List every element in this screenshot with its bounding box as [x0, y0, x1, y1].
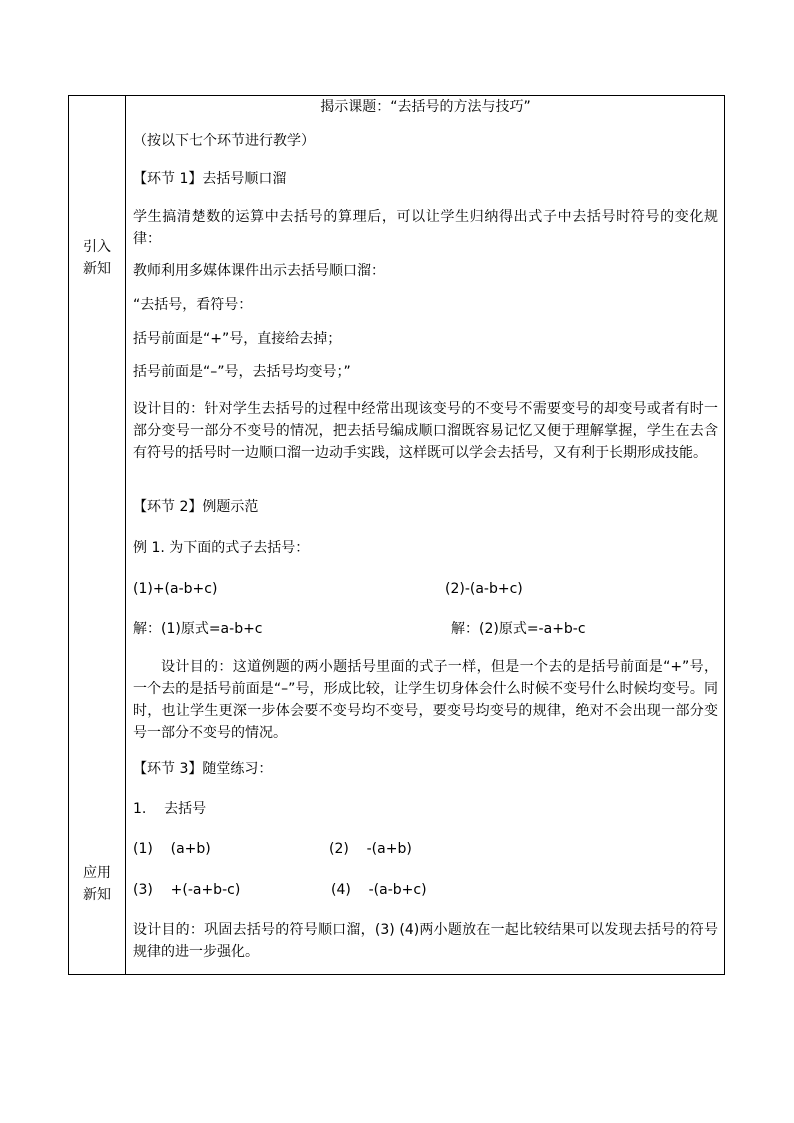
section3-heading: 【环节 3】随堂练习： — [133, 761, 273, 777]
apply-label-line2: 新知 — [83, 887, 111, 903]
exercise-1: (1) (a+b) — [133, 841, 211, 857]
intro-label-line2: 新知 — [83, 261, 111, 277]
exercise-title: 1. 去括号 — [133, 801, 207, 817]
section1-purpose: 设计目的：针对学生去括号的过程中经常出现该变号的不变号不需要变号的却变号或者有时一部分变号一部分不变号的情况，把去括号编成顺口溜既容易记忆又便于理解掌握，学生在去含有符号的括号时一边顺口溜一边动手实践，这样既可以学会去括号，又有利于长期形成技能。 — [133, 401, 718, 461]
label-column — [69, 96, 126, 974]
rhyme-line3: 括号前面是“–”号，去括号均变号；” — [133, 364, 351, 380]
exercise-2: (2) -(a+b) — [329, 841, 412, 857]
apply-label-line1: 应用 — [83, 865, 111, 881]
section2-heading: 【环节 2】例题示范 — [133, 499, 259, 515]
section1-paragraph: 学生搞清楚数的运算中去括号的算理后，可以让学生归纳得出式子中去括号时符号的变化规律： — [133, 209, 718, 247]
exercise-4: (4) -(a-b+c) — [331, 882, 427, 898]
example-question2: (2)-(a-b+c) — [445, 581, 523, 597]
apply-label — [69, 862, 125, 906]
example-question1: (1)+(a-b+c) — [133, 581, 218, 597]
teaching-note: （按以下七个环节进行教学） — [133, 133, 315, 149]
intro-label-line1: 引入 — [83, 239, 111, 255]
section1-heading: 【环节 1】去括号顺口溜 — [133, 171, 287, 187]
rhyme-line1: “去括号，看符号： — [133, 297, 253, 313]
example-answer2: 解：(2)原式=-a+b-c — [451, 621, 586, 637]
example-answer1: 解：(1)原式=a-b+c — [133, 621, 263, 637]
lesson-table — [68, 95, 725, 975]
rhyme-line2: 括号前面是“+”号，直接给去掉； — [133, 331, 342, 347]
content-column — [127, 96, 724, 974]
intro-label — [69, 236, 125, 280]
section2-purpose: 设计目的：这道例题的两小题括号里面的式子一样，但是一个去的是括号前面是“+”号，一个去的是括号前面是“–”号，形成比较，让学生切身体会什么时候不变号什么时候均变号。同时，也让学生更深一步体会要不变号均不变号，要变号均变号的规律，绝对不会出现一部分变号一部分不变号的情况。 — [133, 659, 718, 741]
example-prompt: 例 1. 为下面的式子去括号： — [133, 540, 310, 556]
lesson-title: 揭示课题：“去括号的方法与技巧” — [320, 99, 531, 115]
section1-paragraph2: 教师利用多媒体课件出示去括号顺口溜： — [133, 263, 385, 279]
section3-purpose: 设计目的：巩固去括号的符号顺口溜，(3) (4)两小题放在一起比较结果可以发现去括号的符号规律的进一步强化。 — [133, 922, 718, 960]
exercise-3: (3) +(-a+b-c) — [133, 882, 241, 898]
